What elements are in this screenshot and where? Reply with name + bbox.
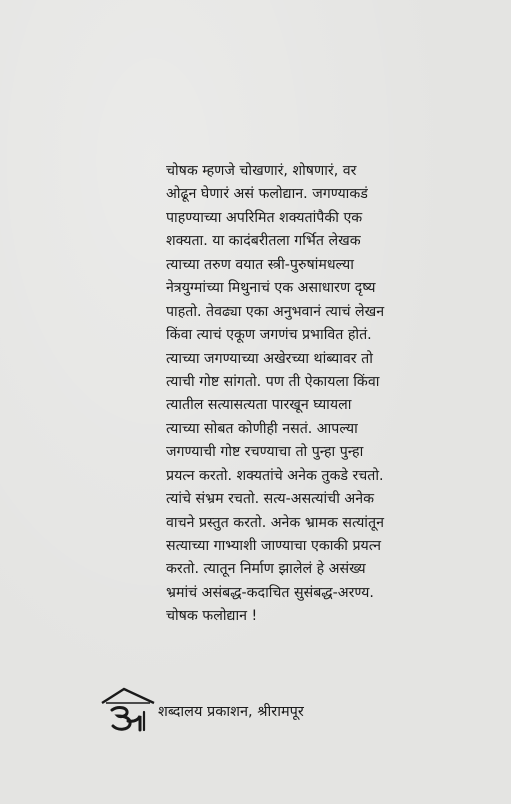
blurb-text: [166, 160, 446, 629]
blurb-line: त्याच्या तरुण वयात स्त्री-पुरुषांमधल्या: [166, 256, 354, 273]
shabdalay-logo-icon: [100, 686, 156, 734]
blurb-line: वाचने प्रस्तुत करतो. अनेक भ्रामक सत्यांतून: [166, 514, 384, 531]
publisher-imprint: [100, 686, 420, 734]
blurb-line: सत्याच्या गाभ्याशी जाण्याचा एकाकी प्रयत्न: [166, 538, 382, 554]
blurb-line: त्याची गोष्ट सांगतो. पण ती ऐकायला किंवा: [166, 373, 380, 390]
blurb-line: पाहण्याच्या अपरिमित शक्यतांपैकी एक: [166, 209, 363, 226]
blurb-line: जगण्याची गोष्ट रचण्याचा तो पुन्हा पुन्हा: [166, 444, 364, 461]
blurb-line: करतो. त्यातून निर्माण झालेलं हे असंख्य: [166, 561, 366, 578]
blurb-line: ओढून घेणारं असं फलोद्यान. जगण्याकडं: [166, 186, 368, 203]
publisher-name: शब्दालय प्रकाशन, श्रीरामपूर: [158, 704, 304, 720]
blurb-line: त्याच्या सोबत कोणीही नसतं. आपल्या: [166, 420, 358, 437]
blurb-line: चोषक म्हणजे चोखणारं, शोषणारं, वर: [166, 163, 357, 179]
blurb-line: भ्रमांचं असंबद्ध-कदाचित सुसंबद्ध-अरण्य.: [166, 584, 374, 601]
blurb-line: प्रयत्न करतो. शक्यतांचे अनेक तुकडे रचतो.: [166, 467, 384, 484]
blurb-line: शक्यता. या कादंबरीतला गर्भित लेखक: [166, 233, 361, 250]
blurb-line: चोषक फलोद्यान !: [166, 608, 258, 625]
blurb-line: त्यातील सत्यासत्यता पारखून घ्यायला: [166, 397, 352, 414]
blurb-line: त्यांचे संभ्रम रचतो. सत्य-असत्यांची अनेक: [166, 491, 374, 508]
blurb-line: पाहतो. तेवढ्या एका अनुभवानं त्याचं लेखन: [166, 303, 385, 320]
blurb-line: किंवा त्याचं एकूण जगणंच प्रभावित होतं.: [166, 327, 372, 344]
blurb-line: नेत्रयुग्मांच्या मिथुनाचं एक असाधारण दृष्य: [166, 280, 376, 297]
blurb-line: त्याच्या जगण्याच्या अखेरच्या थांब्यावर तो: [166, 350, 373, 367]
